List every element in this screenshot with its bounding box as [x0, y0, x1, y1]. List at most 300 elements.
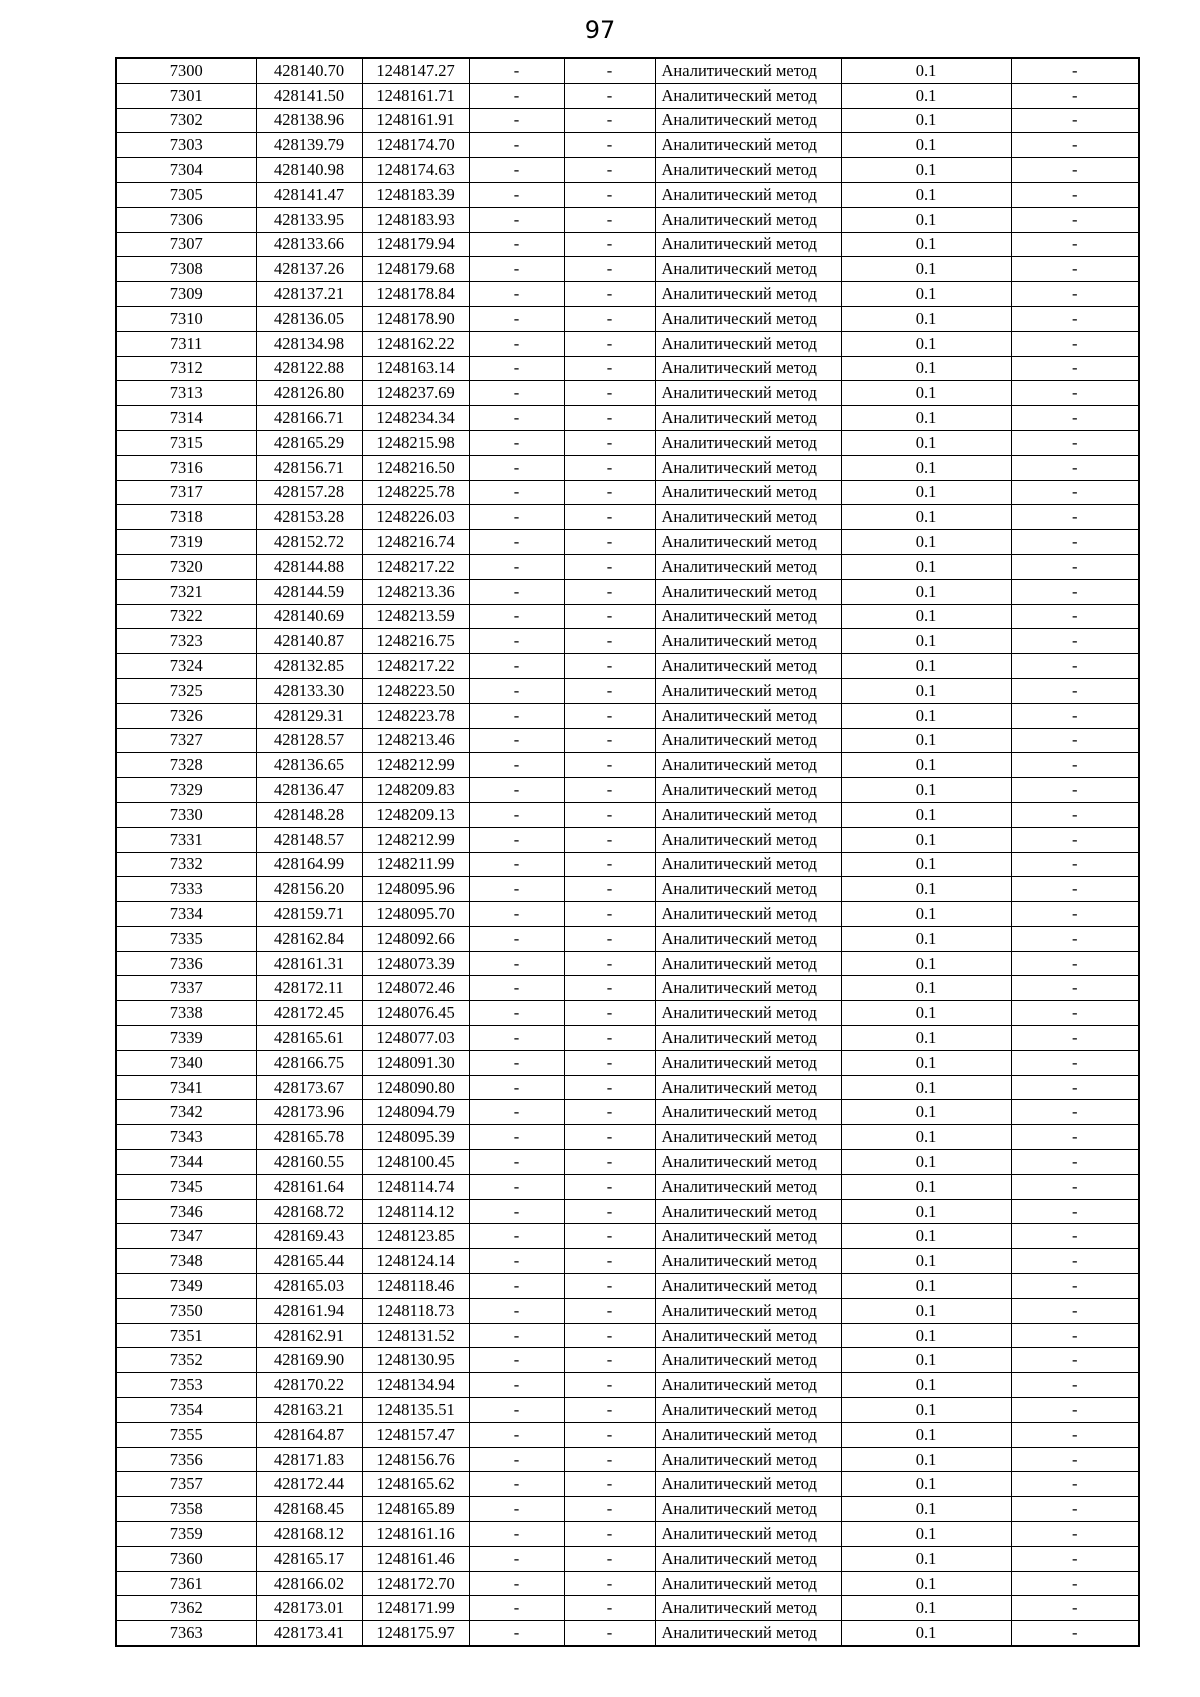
dash-cell-3: - — [1011, 530, 1139, 555]
method-cell: Аналитический метод — [655, 158, 841, 183]
dash-cell-1: - — [469, 802, 564, 827]
table-row — [116, 629, 1139, 654]
dash-cell-1: - — [469, 1174, 564, 1199]
dash-cell-1: - — [469, 951, 564, 976]
x-coordinate-cell: 428140.87 — [256, 629, 362, 654]
y-coordinate-cell: 1248163.14 — [362, 356, 469, 381]
point-number-cell: 7347 — [116, 1224, 256, 1249]
dash-cell-2: - — [564, 976, 655, 1001]
dash-cell-3: - — [1011, 182, 1139, 207]
method-cell: Аналитический метод — [655, 1075, 841, 1100]
table-row — [116, 158, 1139, 183]
y-coordinate-cell: 1248114.74 — [362, 1174, 469, 1199]
accuracy-cell: 0.1 — [841, 902, 1011, 927]
table-row — [116, 1447, 1139, 1472]
dash-cell-2: - — [564, 1596, 655, 1621]
table-row — [116, 455, 1139, 480]
y-coordinate-cell: 1248179.94 — [362, 232, 469, 257]
method-cell: Аналитический метод — [655, 1298, 841, 1323]
point-number-cell: 7359 — [116, 1522, 256, 1547]
method-cell: Аналитический метод — [655, 182, 841, 207]
dash-cell-2: - — [564, 1125, 655, 1150]
x-coordinate-cell: 428165.61 — [256, 1026, 362, 1051]
accuracy-cell: 0.1 — [841, 1298, 1011, 1323]
point-number-cell: 7328 — [116, 753, 256, 778]
point-number-cell: 7363 — [116, 1621, 256, 1646]
x-coordinate-cell: 428162.84 — [256, 926, 362, 951]
dash-cell-1: - — [469, 1274, 564, 1299]
method-cell: Аналитический метод — [655, 133, 841, 158]
method-cell: Аналитический метод — [655, 1125, 841, 1150]
table-row — [116, 356, 1139, 381]
point-number-cell: 7302 — [116, 108, 256, 133]
accuracy-cell: 0.1 — [841, 83, 1011, 108]
table-row — [116, 1373, 1139, 1398]
method-cell: Аналитический метод — [655, 604, 841, 629]
accuracy-cell: 0.1 — [841, 1472, 1011, 1497]
y-coordinate-cell: 1248216.75 — [362, 629, 469, 654]
accuracy-cell: 0.1 — [841, 926, 1011, 951]
dash-cell-1: - — [469, 133, 564, 158]
dash-cell-2: - — [564, 1075, 655, 1100]
dash-cell-2: - — [564, 802, 655, 827]
dash-cell-3: - — [1011, 1100, 1139, 1125]
dash-cell-2: - — [564, 1571, 655, 1596]
y-coordinate-cell: 1248216.74 — [362, 530, 469, 555]
y-coordinate-cell: 1248212.99 — [362, 827, 469, 852]
y-coordinate-cell: 1248174.70 — [362, 133, 469, 158]
y-coordinate-cell: 1248100.45 — [362, 1150, 469, 1175]
dash-cell-2: - — [564, 1497, 655, 1522]
dash-cell-1: - — [469, 381, 564, 406]
method-cell: Аналитический метод — [655, 802, 841, 827]
dash-cell-1: - — [469, 579, 564, 604]
y-coordinate-cell: 1248162.22 — [362, 331, 469, 356]
y-coordinate-cell: 1248118.73 — [362, 1298, 469, 1323]
dash-cell-2: - — [564, 902, 655, 927]
point-number-cell: 7333 — [116, 877, 256, 902]
dash-cell-3: - — [1011, 1050, 1139, 1075]
dash-cell-1: - — [469, 753, 564, 778]
table-body — [116, 58, 1139, 1646]
dash-cell-3: - — [1011, 629, 1139, 654]
table-row — [116, 1298, 1139, 1323]
point-number-cell: 7314 — [116, 406, 256, 431]
y-coordinate-cell: 1248077.03 — [362, 1026, 469, 1051]
y-coordinate-cell: 1248095.39 — [362, 1125, 469, 1150]
point-number-cell: 7324 — [116, 654, 256, 679]
accuracy-cell: 0.1 — [841, 1621, 1011, 1646]
x-coordinate-cell: 428168.12 — [256, 1522, 362, 1547]
y-coordinate-cell: 1248178.84 — [362, 282, 469, 307]
dash-cell-1: - — [469, 282, 564, 307]
point-number-cell: 7315 — [116, 430, 256, 455]
y-coordinate-cell: 1248226.03 — [362, 505, 469, 530]
dash-cell-1: - — [469, 1522, 564, 1547]
y-coordinate-cell: 1248209.13 — [362, 802, 469, 827]
dash-cell-3: - — [1011, 1026, 1139, 1051]
table-row — [116, 852, 1139, 877]
table-row — [116, 1596, 1139, 1621]
accuracy-cell: 0.1 — [841, 1348, 1011, 1373]
dash-cell-1: - — [469, 1100, 564, 1125]
dash-cell-2: - — [564, 1298, 655, 1323]
method-cell: Аналитический метод — [655, 1373, 841, 1398]
x-coordinate-cell: 428144.59 — [256, 579, 362, 604]
dash-cell-2: - — [564, 579, 655, 604]
dash-cell-2: - — [564, 1100, 655, 1125]
point-number-cell: 7336 — [116, 951, 256, 976]
table-row — [116, 1150, 1139, 1175]
x-coordinate-cell: 428173.67 — [256, 1075, 362, 1100]
dash-cell-2: - — [564, 356, 655, 381]
accuracy-cell: 0.1 — [841, 1522, 1011, 1547]
table-row — [116, 654, 1139, 679]
dash-cell-2: - — [564, 331, 655, 356]
dash-cell-3: - — [1011, 108, 1139, 133]
method-cell: Аналитический метод — [655, 1274, 841, 1299]
dash-cell-2: - — [564, 1274, 655, 1299]
y-coordinate-cell: 1248123.85 — [362, 1224, 469, 1249]
method-cell: Аналитический метод — [655, 207, 841, 232]
table-row — [116, 1100, 1139, 1125]
y-coordinate-cell: 1248212.99 — [362, 753, 469, 778]
x-coordinate-cell: 428165.03 — [256, 1274, 362, 1299]
dash-cell-2: - — [564, 1150, 655, 1175]
point-number-cell: 7345 — [116, 1174, 256, 1199]
accuracy-cell: 0.1 — [841, 406, 1011, 431]
dash-cell-3: - — [1011, 951, 1139, 976]
method-cell: Аналитический метод — [655, 58, 841, 83]
dash-cell-1: - — [469, 1447, 564, 1472]
method-cell: Аналитический метод — [655, 678, 841, 703]
dash-cell-2: - — [564, 158, 655, 183]
dash-cell-1: - — [469, 455, 564, 480]
dash-cell-1: - — [469, 1125, 564, 1150]
dash-cell-2: - — [564, 530, 655, 555]
dash-cell-2: - — [564, 430, 655, 455]
table-row — [116, 1621, 1139, 1646]
dash-cell-2: - — [564, 1224, 655, 1249]
dash-cell-2: - — [564, 554, 655, 579]
method-cell: Аналитический метод — [655, 1596, 841, 1621]
dash-cell-1: - — [469, 1249, 564, 1274]
table-row — [116, 678, 1139, 703]
dash-cell-2: - — [564, 753, 655, 778]
y-coordinate-cell: 1248118.46 — [362, 1274, 469, 1299]
dash-cell-3: - — [1011, 604, 1139, 629]
method-cell: Аналитический метод — [655, 852, 841, 877]
accuracy-cell: 0.1 — [841, 877, 1011, 902]
table-row — [116, 182, 1139, 207]
dash-cell-3: - — [1011, 1298, 1139, 1323]
point-number-cell: 7329 — [116, 778, 256, 803]
y-coordinate-cell: 1248161.91 — [362, 108, 469, 133]
x-coordinate-cell: 428172.44 — [256, 1472, 362, 1497]
dash-cell-3: - — [1011, 455, 1139, 480]
point-number-cell: 7309 — [116, 282, 256, 307]
method-cell: Аналитический метод — [655, 1249, 841, 1274]
x-coordinate-cell: 428133.95 — [256, 207, 362, 232]
y-coordinate-cell: 1248223.78 — [362, 703, 469, 728]
table-row — [116, 1571, 1139, 1596]
dash-cell-3: - — [1011, 1075, 1139, 1100]
accuracy-cell: 0.1 — [841, 753, 1011, 778]
dash-cell-2: - — [564, 1422, 655, 1447]
x-coordinate-cell: 428165.17 — [256, 1546, 362, 1571]
method-cell: Аналитический метод — [655, 1522, 841, 1547]
point-number-cell: 7349 — [116, 1274, 256, 1299]
dash-cell-3: - — [1011, 133, 1139, 158]
dash-cell-3: - — [1011, 430, 1139, 455]
dash-cell-3: - — [1011, 58, 1139, 83]
dash-cell-1: - — [469, 1075, 564, 1100]
point-number-cell: 7350 — [116, 1298, 256, 1323]
y-coordinate-cell: 1248161.71 — [362, 83, 469, 108]
dash-cell-2: - — [564, 728, 655, 753]
table-row — [116, 306, 1139, 331]
accuracy-cell: 0.1 — [841, 951, 1011, 976]
dash-cell-3: - — [1011, 1422, 1139, 1447]
dash-cell-1: - — [469, 306, 564, 331]
x-coordinate-cell: 428153.28 — [256, 505, 362, 530]
accuracy-cell: 0.1 — [841, 356, 1011, 381]
dash-cell-1: - — [469, 554, 564, 579]
x-coordinate-cell: 428141.47 — [256, 182, 362, 207]
x-coordinate-cell: 428137.21 — [256, 282, 362, 307]
dash-cell-3: - — [1011, 1621, 1139, 1646]
x-coordinate-cell: 428157.28 — [256, 480, 362, 505]
y-coordinate-cell: 1248131.52 — [362, 1323, 469, 1348]
accuracy-cell: 0.1 — [841, 58, 1011, 83]
dash-cell-2: - — [564, 1447, 655, 1472]
method-cell: Аналитический метод — [655, 455, 841, 480]
dash-cell-2: - — [564, 1001, 655, 1026]
accuracy-cell: 0.1 — [841, 1026, 1011, 1051]
dash-cell-1: - — [469, 1150, 564, 1175]
table-row — [116, 827, 1139, 852]
method-cell: Аналитический метод — [655, 232, 841, 257]
accuracy-cell: 0.1 — [841, 505, 1011, 530]
y-coordinate-cell: 1248165.89 — [362, 1497, 469, 1522]
method-cell: Аналитический метод — [655, 554, 841, 579]
accuracy-cell: 0.1 — [841, 1174, 1011, 1199]
accuracy-cell: 0.1 — [841, 1075, 1011, 1100]
table-row — [116, 505, 1139, 530]
table-row — [116, 480, 1139, 505]
table-row — [116, 554, 1139, 579]
table-row — [116, 703, 1139, 728]
dash-cell-1: - — [469, 480, 564, 505]
x-coordinate-cell: 428126.80 — [256, 381, 362, 406]
table-row — [116, 604, 1139, 629]
method-cell: Аналитический метод — [655, 406, 841, 431]
dash-cell-1: - — [469, 778, 564, 803]
method-cell: Аналитический метод — [655, 108, 841, 133]
y-coordinate-cell: 1248090.80 — [362, 1075, 469, 1100]
x-coordinate-cell: 428138.96 — [256, 108, 362, 133]
method-cell: Аналитический метод — [655, 951, 841, 976]
y-coordinate-cell: 1248156.76 — [362, 1447, 469, 1472]
coordinates-table — [115, 57, 1140, 1647]
dash-cell-1: - — [469, 108, 564, 133]
accuracy-cell: 0.1 — [841, 579, 1011, 604]
x-coordinate-cell: 428140.69 — [256, 604, 362, 629]
y-coordinate-cell: 1248172.70 — [362, 1571, 469, 1596]
dash-cell-3: - — [1011, 1447, 1139, 1472]
table-row — [116, 207, 1139, 232]
y-coordinate-cell: 1248217.22 — [362, 654, 469, 679]
dash-cell-2: - — [564, 207, 655, 232]
dash-cell-1: - — [469, 182, 564, 207]
dash-cell-1: - — [469, 83, 564, 108]
dash-cell-2: - — [564, 926, 655, 951]
dash-cell-1: - — [469, 1398, 564, 1423]
table-row — [116, 133, 1139, 158]
x-coordinate-cell: 428159.71 — [256, 902, 362, 927]
method-cell: Аналитический метод — [655, 1348, 841, 1373]
dash-cell-3: - — [1011, 1348, 1139, 1373]
dash-cell-2: - — [564, 108, 655, 133]
y-coordinate-cell: 1248094.79 — [362, 1100, 469, 1125]
x-coordinate-cell: 428156.71 — [256, 455, 362, 480]
dash-cell-2: - — [564, 778, 655, 803]
point-number-cell: 7327 — [116, 728, 256, 753]
accuracy-cell: 0.1 — [841, 1100, 1011, 1125]
dash-cell-3: - — [1011, 926, 1139, 951]
accuracy-cell: 0.1 — [841, 554, 1011, 579]
accuracy-cell: 0.1 — [841, 1596, 1011, 1621]
point-number-cell: 7321 — [116, 579, 256, 604]
point-number-cell: 7301 — [116, 83, 256, 108]
x-coordinate-cell: 428140.98 — [256, 158, 362, 183]
dash-cell-1: - — [469, 1224, 564, 1249]
x-coordinate-cell: 428133.30 — [256, 678, 362, 703]
table-row — [116, 1199, 1139, 1224]
point-number-cell: 7304 — [116, 158, 256, 183]
y-coordinate-cell: 1248217.22 — [362, 554, 469, 579]
point-number-cell: 7303 — [116, 133, 256, 158]
accuracy-cell: 0.1 — [841, 1373, 1011, 1398]
x-coordinate-cell: 428136.05 — [256, 306, 362, 331]
accuracy-cell: 0.1 — [841, 852, 1011, 877]
point-number-cell: 7318 — [116, 505, 256, 530]
dash-cell-3: - — [1011, 480, 1139, 505]
table-row — [116, 530, 1139, 555]
table-row — [116, 406, 1139, 431]
dash-cell-3: - — [1011, 1125, 1139, 1150]
x-coordinate-cell: 428152.72 — [256, 530, 362, 555]
dash-cell-2: - — [564, 827, 655, 852]
dash-cell-2: - — [564, 1398, 655, 1423]
x-coordinate-cell: 428148.28 — [256, 802, 362, 827]
x-coordinate-cell: 428165.29 — [256, 430, 362, 455]
dash-cell-3: - — [1011, 579, 1139, 604]
table-row — [116, 1125, 1139, 1150]
dash-cell-1: - — [469, 58, 564, 83]
dash-cell-2: - — [564, 1348, 655, 1373]
table-row — [116, 1274, 1139, 1299]
dash-cell-3: - — [1011, 976, 1139, 1001]
y-coordinate-cell: 1248157.47 — [362, 1422, 469, 1447]
x-coordinate-cell: 428134.98 — [256, 331, 362, 356]
point-number-cell: 7305 — [116, 182, 256, 207]
accuracy-cell: 0.1 — [841, 207, 1011, 232]
method-cell: Аналитический метод — [655, 703, 841, 728]
point-number-cell: 7312 — [116, 356, 256, 381]
x-coordinate-cell: 428140.70 — [256, 58, 362, 83]
table-row — [116, 1249, 1139, 1274]
method-cell: Аналитический метод — [655, 1323, 841, 1348]
point-number-cell: 7346 — [116, 1199, 256, 1224]
table-row — [116, 951, 1139, 976]
point-number-cell: 7307 — [116, 232, 256, 257]
point-number-cell: 7348 — [116, 1249, 256, 1274]
y-coordinate-cell: 1248073.39 — [362, 951, 469, 976]
method-cell: Аналитический метод — [655, 530, 841, 555]
dash-cell-2: - — [564, 1249, 655, 1274]
dash-cell-3: - — [1011, 1571, 1139, 1596]
dash-cell-3: - — [1011, 406, 1139, 431]
accuracy-cell: 0.1 — [841, 1422, 1011, 1447]
dash-cell-2: - — [564, 83, 655, 108]
table-row — [116, 1522, 1139, 1547]
dash-cell-3: - — [1011, 1249, 1139, 1274]
dash-cell-1: - — [469, 1472, 564, 1497]
dash-cell-2: - — [564, 133, 655, 158]
y-coordinate-cell: 1248183.93 — [362, 207, 469, 232]
point-number-cell: 7325 — [116, 678, 256, 703]
accuracy-cell: 0.1 — [841, 654, 1011, 679]
y-coordinate-cell: 1248091.30 — [362, 1050, 469, 1075]
method-cell: Аналитический метод — [655, 654, 841, 679]
x-coordinate-cell: 428136.65 — [256, 753, 362, 778]
point-number-cell: 7334 — [116, 902, 256, 927]
accuracy-cell: 0.1 — [841, 530, 1011, 555]
method-cell: Аналитический метод — [655, 728, 841, 753]
point-number-cell: 7338 — [116, 1001, 256, 1026]
dash-cell-1: - — [469, 1596, 564, 1621]
y-coordinate-cell: 1248095.70 — [362, 902, 469, 927]
accuracy-cell: 0.1 — [841, 1125, 1011, 1150]
y-coordinate-cell: 1248213.46 — [362, 728, 469, 753]
dash-cell-3: - — [1011, 356, 1139, 381]
dash-cell-1: - — [469, 430, 564, 455]
dash-cell-1: - — [469, 902, 564, 927]
method-cell: Аналитический метод — [655, 1571, 841, 1596]
dash-cell-3: - — [1011, 1199, 1139, 1224]
method-cell: Аналитический метод — [655, 1174, 841, 1199]
method-cell: Аналитический метод — [655, 480, 841, 505]
accuracy-cell: 0.1 — [841, 1274, 1011, 1299]
method-cell: Аналитический метод — [655, 1050, 841, 1075]
table-row — [116, 381, 1139, 406]
dash-cell-3: - — [1011, 381, 1139, 406]
accuracy-cell: 0.1 — [841, 1199, 1011, 1224]
dash-cell-1: - — [469, 852, 564, 877]
accuracy-cell: 0.1 — [841, 480, 1011, 505]
point-number-cell: 7300 — [116, 58, 256, 83]
x-coordinate-cell: 428128.57 — [256, 728, 362, 753]
x-coordinate-cell: 428171.83 — [256, 1447, 362, 1472]
method-cell: Аналитический метод — [655, 1497, 841, 1522]
dash-cell-1: - — [469, 827, 564, 852]
point-number-cell: 7352 — [116, 1348, 256, 1373]
dash-cell-1: - — [469, 703, 564, 728]
accuracy-cell: 0.1 — [841, 1323, 1011, 1348]
dash-cell-1: - — [469, 604, 564, 629]
method-cell: Аналитический метод — [655, 505, 841, 530]
